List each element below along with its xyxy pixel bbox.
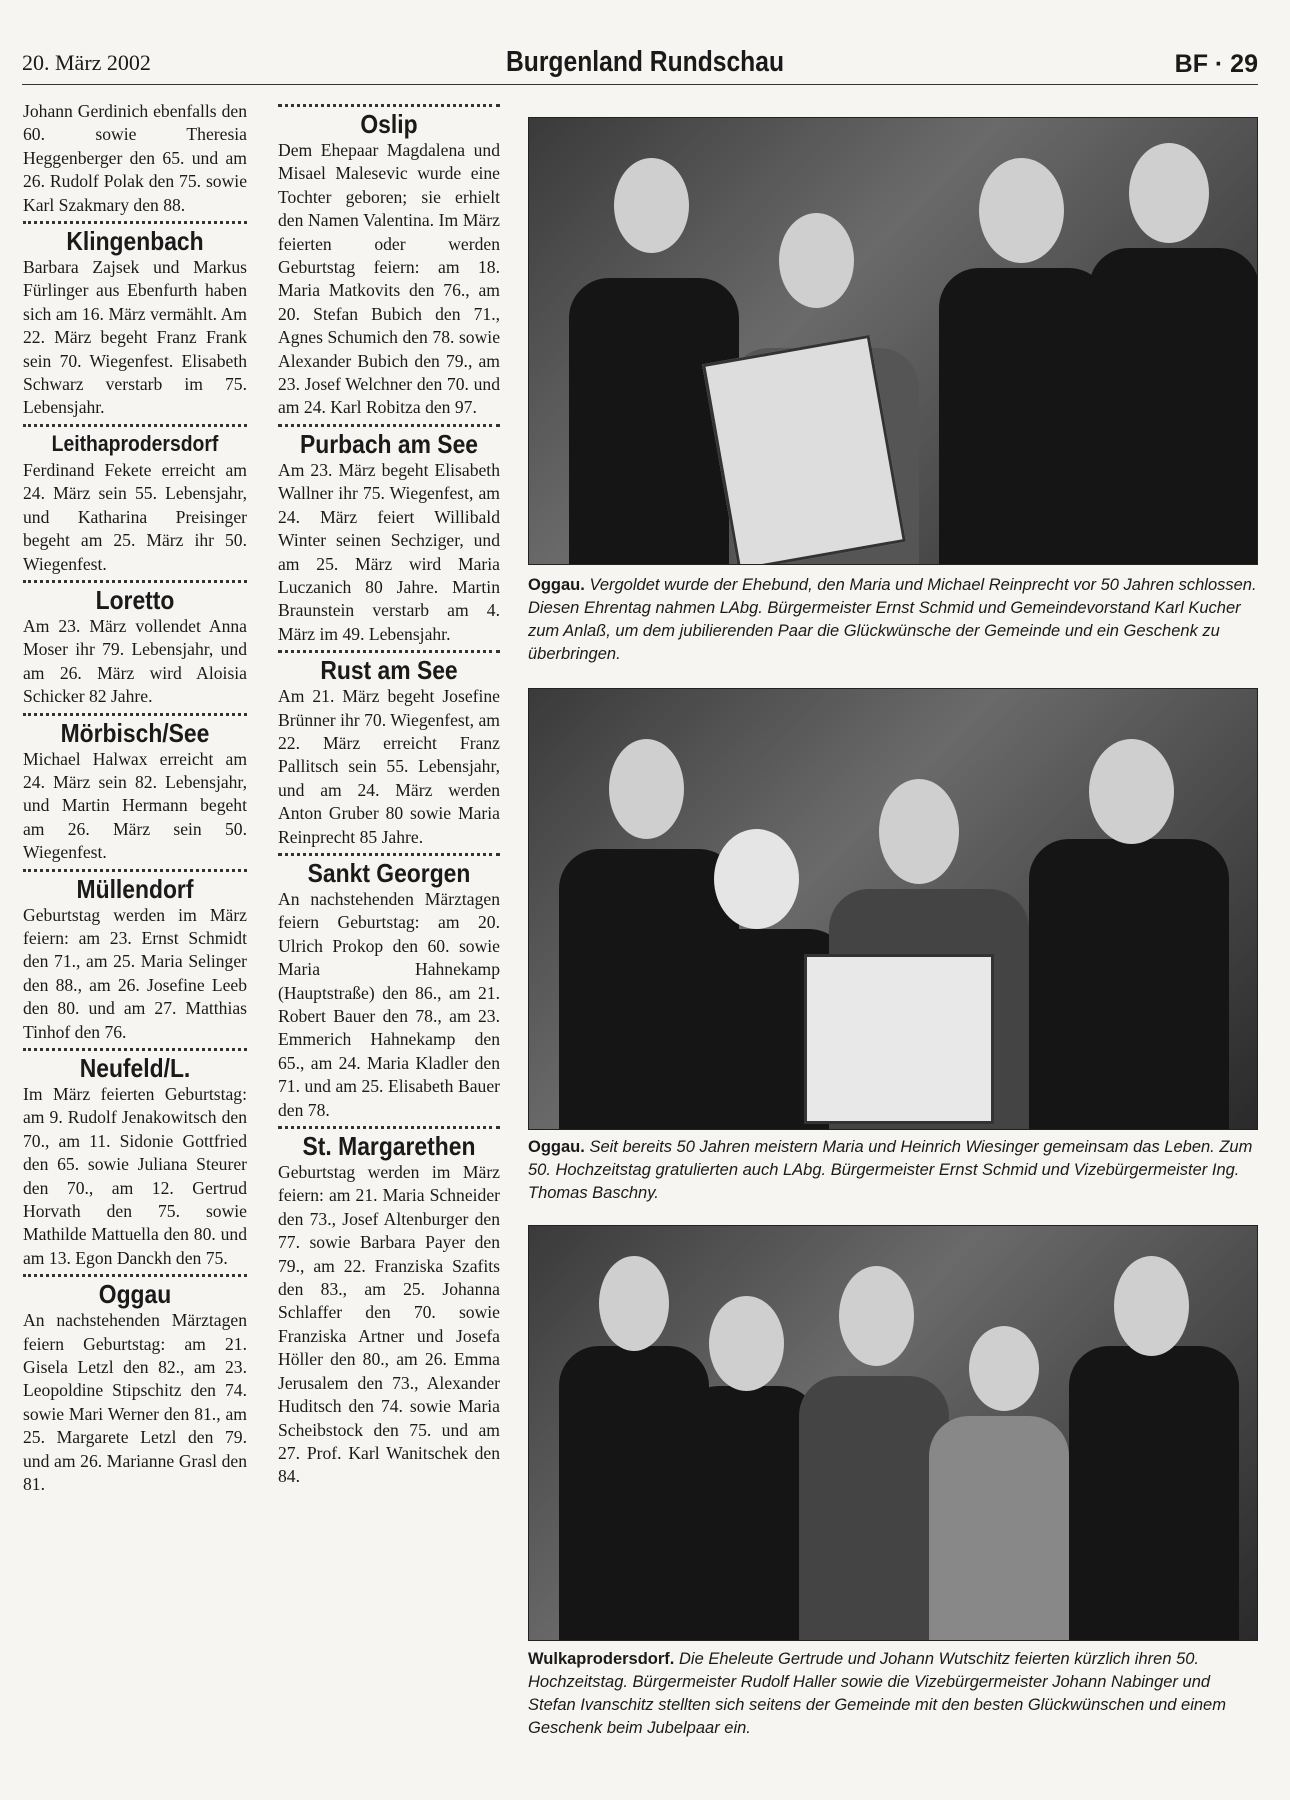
header-rule <box>22 84 1258 85</box>
newspaper-title: Burgenland Rundschau <box>505 46 785 78</box>
section-oslip <box>278 104 500 420</box>
issue-date: 20. März 2002 <box>22 50 151 75</box>
section-title: Müllendorf <box>76 873 194 904</box>
section-moerbisch <box>23 713 247 865</box>
section-text: Am 23. März begeht Elisabeth Wallner ihr 75. Wiegenfest, am 24. März feiert Willibald Winter seinen Sechziger, und am 25. März wird Maria Luczanich 80 Jahre. Martin Braunstein verstarb am 4. März im 49. Lebensjahr. <box>278 459 500 644</box>
section-loretto <box>23 580 247 709</box>
section-oggau <box>23 1274 247 1496</box>
section-text: An nachstehenden Märztagen feiern Geburtstag: am 20. Ulrich Prokop den 60. sowie Maria Hahnekamp (Hauptstraße) den 86., am 21. Robert Bauer den 78., am 23. Emmerich Hahnekamp den 65., am 24. Maria Kladler den 71. und am 25. Elisabeth Bauer den 78. <box>278 888 500 1120</box>
photo-wutschitz <box>528 1225 1258 1641</box>
photo-caption <box>528 574 1258 666</box>
caption-place: Oggau. <box>528 1138 585 1156</box>
section-leithaprodersdorf <box>23 424 247 576</box>
section-title: Loretto <box>95 584 175 615</box>
section-title: Neufeld/L. <box>79 1053 191 1083</box>
section-rust <box>278 650 500 849</box>
section-title: Mörbisch/See <box>60 717 210 748</box>
section-title: Sankt Georgen <box>307 857 471 888</box>
section-text: Am 21. März begeht Josefine Brünner ihr 70. Wiegenfest, am 22. März erreicht Franz Pallitsch sein 55. Lebensjahr, und am 24. März werden Anton Gruber 80 sowie Maria Reinprecht 85 Jahre. <box>278 686 500 847</box>
section-text: Dem Ehepaar Magdalena und Misael Malesevic wurde eine Tochter geboren; sie erhielt den Namen Valentina. Im März feierten oder werden Geburtstag feiern: am 18. Maria Matkovits den 76., am 20. Stefan Bubich den 71., Agnes Schumich den 78. sowie Alexander Bubich den 79., am 23. Josef Welchner den 70. und am 24. Karl Robitza den 97. <box>278 140 500 418</box>
section-title: Leithaprodersdorf <box>51 430 219 456</box>
section-text: Michael Halwax erreicht am 24. März sein 82. Lebensjahr, und Martin Hermann begeht am 26. März sein 50. Wiegenfest. <box>23 748 247 863</box>
section-text: Barbara Zajsek und Markus Fürlinger aus Ebenfurth haben sich am 16. März vermählt. Am 22. März begeht Franz Frank sein 70. Wiegenfest. Elisabeth Schwarz verstarb im 75. Lebensjahr. <box>23 257 247 418</box>
section-text: Im März feierten Geburtstag: am 9. Rudolf Jenakowitsch den 70., am 11. Sidonie Gottfried den 65. sowie Juliana Steurer den 70., am 12. Gertrud Horvath den 75. sowie Mathilde Mattuella den 80. und am 13. Egon Danckh den 75. <box>23 1084 247 1268</box>
section-text: Geburtstag werden im März feiern: am 23. Ernst Schmidt den 71., am 25. Maria Selinger den 88., am 26. Josefine Leeb den 80. und am 27. Matthias Tinhof den 76. <box>23 904 247 1042</box>
section-title: Klingenbach <box>66 226 204 257</box>
section-muellendorf <box>23 869 247 1044</box>
caption-place: Oggau. <box>528 576 585 594</box>
section-text: Am 23. März vollendet Anna Moser ihr 79. Lebensjahr, und am 26. März wird Aloisia Schicker 82 Jahre. <box>23 615 247 707</box>
caption-place: Wulkaprodersdorf. <box>528 1650 675 1668</box>
caption-text: Die Eheleute Gertrude und Johann Wutschitz feierten kürzlich ihren 50. Hochzeitstag. Bürgermeister Rudolf Haller sowie die Vizebürgermeister Johann Nabinger und Stefan Ivanschitz stellten sich seitens der Gemeinde mit den besten Glückwünschen und einem Geschenk beim Jubelpaar ein. <box>528 1650 1226 1737</box>
section-neufeld <box>23 1048 247 1270</box>
page-number: BF · 29 <box>1174 50 1258 78</box>
section-klingenbach <box>23 221 247 420</box>
photo-caption <box>528 1648 1258 1740</box>
photo-caption <box>528 1136 1258 1205</box>
photo-wiesinger <box>528 688 1258 1130</box>
section-title: Oslip <box>360 109 418 139</box>
section-title: Oggau <box>98 1279 172 1310</box>
caption-text: Vergoldet wurde der Ehebund, den Maria und Michael Reinprecht vor 50 Jahren schlossen. Diesen Ehrentag nahmen LAbg. Bürgermeister Ernst Schmid und Gemeindevorstand Karl Kucher zum Anlaß, um dem jubilierenden Paar die Glückwünsche der Gemeinde und ein Geschenk zu überbringen. <box>528 576 1257 663</box>
section-purbach <box>278 424 500 646</box>
column-1 <box>23 100 247 1497</box>
section-text: Geburtstag werden im März feiern: am 21. Maria Schneider den 73., Josef Altenburger den 77. sowie Barbara Payer den 79., am 22. Franziska Szafits den 83., am 25. Johanna Schlaffer den 70. sowie Franziska Artner und Josefa Höller den 80., am 26. Emma Jerusalem den 73., Alexander Huditsch den 74. sowie Maria Scheibstock den 75. und am 27. Prof. Karl Wanitschek den 84. <box>278 1162 500 1487</box>
section-text: An nachstehenden Märztagen feiern Geburtstag: am 21. Gisela Letzl den 82., am 23. Leopoldine Stipschitz den 74. sowie Mari Werner den 81., am 25. Margarete Letzl den 79. und am 26. Marianne Grasl den 81. <box>23 1310 247 1495</box>
section-sankt-georgen <box>278 853 500 1122</box>
photo-reinprecht <box>528 117 1258 565</box>
section-title: Purbach am See <box>299 428 479 459</box>
section-title: St. Margarethen <box>302 1131 476 1162</box>
section-text: Ferdinand Fekete erreicht am 24. März sein 55. Lebensjahr, und Katharina Preisinger begeht am 25. März ihr 50. Wiegenfest. <box>23 459 247 574</box>
intro-text: Johann Gerdinich ebenfalls den 60. sowie Theresia Heggenberger den 65. und am 26. Rudolf Polak den 75. sowie Karl Szakmary den 88. <box>23 101 247 215</box>
section-title: Rust am See <box>320 655 458 686</box>
column-2 <box>278 100 500 1489</box>
caption-text: Seit bereits 50 Jahren meistern Maria und Heinrich Wiesinger gemeinsam das Leben. Zum 50. Hochzeitstag gratulierten auch LAbg. Bürgermeister Ernst Schmid und Vizebürgermeister Ing. Thomas Baschny. <box>528 1138 1253 1202</box>
section-st-margarethen <box>278 1126 500 1489</box>
